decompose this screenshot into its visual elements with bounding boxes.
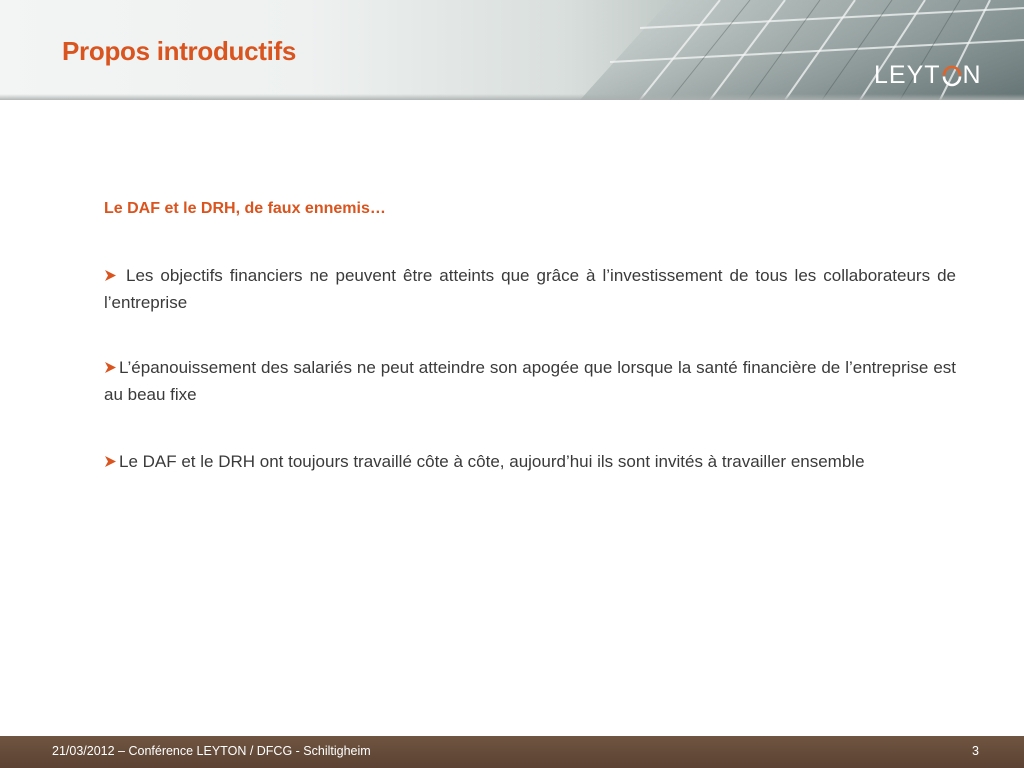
footer-caption: 21/03/2012 – Conférence LEYTON / DFCG - Schiltigheim [52,744,371,758]
bullet-text: L’épanouissement des salariés ne peut atteindre son apogée que lorsque la santé financière de l’entreprise est au beau fixe [104,358,956,404]
arrowhead-bullet-icon [104,455,117,468]
page-number: 3 [972,744,979,758]
logo-text-left: LEYT [874,61,941,89]
bullet-item [104,262,956,316]
bullet-item [104,354,956,408]
bullet-text: Les objectifs financiers ne peuvent être atteints que grâce à l’investissement de tous les collaborateurs de l’entreprise [104,266,956,312]
slide-footer [0,736,1024,768]
arrowhead-bullet-icon [104,361,117,374]
logo-text-right: N [962,61,982,89]
slide-header [0,0,1024,100]
slide-title: Propos introductifs [62,36,297,66]
bullet-item [104,448,956,475]
company-logo [874,60,982,90]
header-shadow [0,94,1024,100]
bullet-text: Le DAF et le DRH ont toujours travaillé côte à côte, aujourd’hui ils sont invités à travailler ensemble [119,452,865,471]
slide-body [104,200,956,471]
arrowhead-bullet-icon [104,269,117,282]
section-subtitle: Le DAF et le DRH, de faux ennemis… [104,200,386,217]
logo-o-glyph [941,63,963,88]
